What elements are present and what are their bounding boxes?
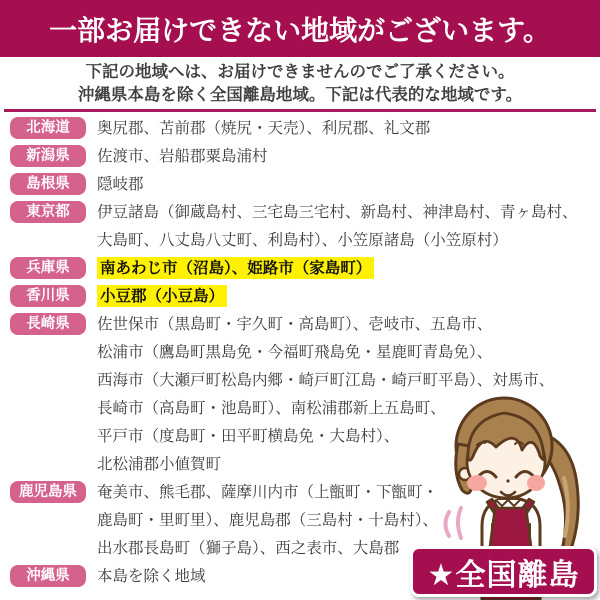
prefecture-badge: 長崎県: [10, 313, 86, 335]
region-areas-line: 出水郡長島町（獅子島）、西之表市、大島郡: [97, 539, 400, 557]
page-header: [0, 0, 600, 57]
motion-mark-1: [446, 512, 450, 536]
region-areas-line: [97, 254, 596, 282]
prefecture-badge-column: [10, 254, 97, 279]
region-areas-line: 隠岐郡: [97, 175, 144, 193]
prefecture-badge: 兵庫県: [10, 257, 86, 279]
island-category-badge: [410, 546, 597, 597]
region-row: [10, 170, 596, 198]
prefecture-badge-column: [10, 142, 97, 167]
blush-left: [467, 475, 487, 491]
prefecture-badge-column: [10, 198, 97, 223]
region-areas-line: 奥尻郡、苫前郡（焼尻・天売）、利尻郡、礼文郡: [97, 119, 431, 137]
region-row: [10, 198, 596, 254]
prefecture-badge-column: [10, 114, 97, 139]
prefecture-badge-column: [10, 478, 97, 503]
region-areas-line: 長崎市（高島町・池島町）、南松浦郡新上五島町、: [97, 399, 446, 417]
region-row: [10, 254, 596, 282]
prefecture-badge: 北海道: [10, 117, 86, 139]
region-areas: [97, 254, 596, 282]
highlighted-area-text: 小豆郡（小豆島）: [97, 285, 227, 307]
intro-line-1: 下記の地域へは、お届けできませんのでご了承ください。: [85, 62, 515, 81]
intro-text: [0, 60, 600, 106]
region-areas-line: [97, 282, 596, 310]
motion-mark-2: [458, 508, 461, 538]
region-areas-line: 奄美市、熊毛郡、薩摩川内市（上甑町・下甑町・: [97, 483, 439, 501]
region-areas-line: 伊豆諸島（御蔵島村、三宅島三宅村、新島村、神津島村、青ヶ島村、: [97, 203, 578, 221]
region-areas-line: 大島町、八丈島八丈町、利島村）、小笠原諸島（小笠原村）: [97, 231, 508, 249]
prefecture-badge: 新潟県: [10, 145, 86, 167]
region-areas-line: 佐渡市、岩船郡粟島浦村: [97, 147, 268, 165]
region-areas: [97, 142, 596, 170]
prefecture-badge-column: [10, 562, 97, 587]
region-areas: [97, 282, 596, 310]
region-areas: [97, 114, 596, 142]
island-category-label: ★全国離島: [427, 557, 580, 593]
region-row: [10, 282, 596, 310]
prefecture-badge-column: [10, 310, 97, 335]
region-row: [10, 142, 596, 170]
prefecture-badge: 鹿児島県: [10, 481, 86, 503]
region-areas-line: 佐世保市（黒島町・宇久町・高島町）、壱岐市、五島市、: [97, 315, 493, 333]
prefecture-badge-column: [10, 282, 97, 307]
region-areas: [97, 170, 596, 198]
prefecture-badge: 東京都: [10, 201, 86, 223]
region-areas-line: 北松浦郡小値賀町: [97, 455, 222, 473]
intro-line-2: 沖縄県本島を除く全国離島地域。下記は代表的な地域です。: [77, 85, 523, 104]
highlighted-area-text: 南あわじ市（沼島）、姫路市（家島町）: [97, 257, 374, 279]
region-row: [10, 114, 596, 142]
prefecture-badge-column: [10, 170, 97, 195]
region-areas-line: 松浦市（鷹島町黒島免・今福町飛島免・星鹿町青島免）、: [97, 343, 493, 361]
nose: [506, 479, 509, 482]
blush-right: [527, 475, 545, 491]
page-title: 一部お届けできない地域がございます。: [49, 13, 551, 47]
region-areas-line: 西海市（大瀬戸町松島内郷・崎戸町江島・崎戸町平島）、対馬市、: [97, 371, 555, 389]
prefecture-badge: 島根県: [10, 173, 86, 195]
divider-line: [4, 109, 596, 112]
region-areas-line: 鹿島町・里町里）、鹿児島郡（三島村・十島村）、: [97, 511, 439, 529]
region-areas-line: 平戸市（度島町・田平町横島免・大島村）、: [97, 427, 400, 445]
prefecture-badge: 香川県: [10, 285, 86, 307]
prefecture-badge: 沖縄県: [10, 565, 86, 587]
region-areas: [97, 198, 596, 254]
region-areas-line: 本島を除く地域: [97, 567, 206, 585]
